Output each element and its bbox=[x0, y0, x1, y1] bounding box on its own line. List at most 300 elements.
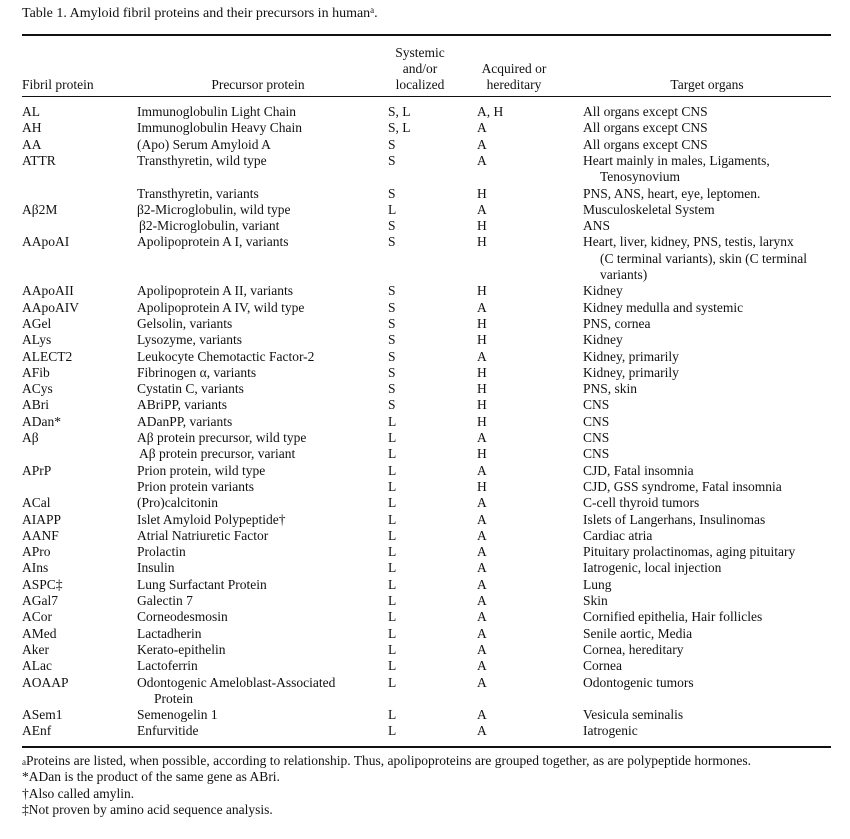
cell-target-organs bbox=[583, 218, 833, 234]
cell-target-organs bbox=[583, 234, 833, 283]
cell-precursor-protein bbox=[137, 234, 369, 250]
cell-acquired-hereditary: H bbox=[477, 315, 487, 331]
cell-acquired-hereditary: A bbox=[477, 348, 487, 364]
cell-precursor-line: Prion protein variants bbox=[137, 478, 254, 494]
cell-acquired-hereditary: A bbox=[477, 707, 487, 723]
cell-systemic-localized: L bbox=[388, 478, 397, 494]
cell-precursor-protein bbox=[137, 642, 369, 658]
cell-precursor-protein bbox=[137, 186, 369, 202]
cell-target-line: Cornea bbox=[583, 658, 622, 674]
table-row bbox=[22, 642, 831, 658]
cell-fibril-protein: ACal bbox=[22, 495, 51, 511]
cell-target-line: CNS bbox=[583, 446, 610, 462]
table-row bbox=[22, 479, 831, 495]
table-row bbox=[22, 381, 831, 397]
cell-acquired-hereditary: H bbox=[477, 185, 487, 201]
cell-precursor-protein bbox=[137, 577, 369, 593]
cell-fibril-protein: APrP bbox=[22, 462, 52, 478]
cell-target-line: Heart, liver, kidney, PNS, testis, larynx bbox=[583, 234, 794, 250]
footnote-star: *ADan is the product of the same gene as ABri. bbox=[22, 769, 280, 785]
cell-systemic-localized: L bbox=[388, 527, 397, 543]
cell-precursor-protein bbox=[137, 365, 369, 381]
cell-target-line: Iatrogenic, local injection bbox=[583, 560, 722, 576]
cell-systemic-localized: L bbox=[388, 723, 397, 739]
cell-precursor-protein bbox=[137, 544, 369, 560]
cell-target-organs bbox=[583, 544, 833, 560]
cell-acquired-hereditary: A bbox=[477, 723, 487, 739]
cell-fibril-protein: AOAAP bbox=[22, 674, 69, 690]
cell-precursor-line: (Pro)calcitonin bbox=[137, 495, 218, 511]
cell-fibril-protein: ADan* bbox=[22, 413, 61, 429]
cell-target-organs bbox=[583, 316, 833, 332]
table-row bbox=[22, 430, 831, 446]
cell-target-organs bbox=[583, 446, 833, 462]
cell-target-line: Odontogenic tumors bbox=[583, 674, 694, 690]
cell-acquired-hereditary: A bbox=[477, 299, 487, 315]
cell-acquired-hereditary: A bbox=[477, 576, 487, 592]
cell-acquired-hereditary: A bbox=[477, 544, 487, 560]
cell-precursor-protein bbox=[137, 723, 369, 739]
cell-fibril-protein: AA bbox=[22, 136, 42, 152]
table-row bbox=[22, 544, 831, 560]
cell-fibril-protein: ALac bbox=[22, 658, 52, 674]
table-row bbox=[22, 332, 831, 348]
cell-fibril-protein: Aβ2M bbox=[22, 201, 58, 217]
cell-precursor-line: Immunoglobulin Heavy Chain bbox=[137, 120, 302, 136]
cell-precursor-protein bbox=[137, 593, 369, 609]
cell-fibril-protein: AANF bbox=[22, 527, 59, 543]
cell-precursor-protein bbox=[137, 202, 369, 218]
table-row bbox=[22, 446, 831, 462]
cell-target-organs bbox=[583, 365, 833, 381]
cell-systemic-localized: L bbox=[388, 625, 397, 641]
cell-precursor-line: Insulin bbox=[137, 560, 175, 576]
cell-target-line: CJD, GSS syndrome, Fatal insomnia bbox=[583, 478, 782, 494]
caption-label: Table 1. Amyloid fibril proteins and their precursors in human bbox=[22, 6, 371, 21]
cell-precursor-line: Lysozyme, variants bbox=[137, 332, 242, 348]
table-row bbox=[22, 120, 831, 136]
table-row bbox=[22, 218, 831, 234]
cell-fibril-protein: ABri bbox=[22, 397, 49, 413]
cell-fibril-protein: ALECT2 bbox=[22, 348, 73, 364]
cell-target-organs bbox=[583, 512, 833, 528]
cell-acquired-hereditary: H bbox=[477, 234, 487, 250]
cell-precursor-protein bbox=[137, 658, 369, 674]
cell-precursor-protein bbox=[137, 349, 369, 365]
table-row bbox=[22, 234, 831, 283]
cell-target-line: ANS bbox=[583, 218, 611, 234]
cell-systemic-localized: S bbox=[388, 332, 396, 348]
cell-precursor-line: (Apo) Serum Amyloid A bbox=[137, 136, 271, 152]
cell-target-line: Kidney medulla and systemic bbox=[583, 299, 744, 315]
cell-precursor-line: Lung Surfactant Protein bbox=[137, 576, 267, 592]
cell-target-line: Tenosynovium bbox=[600, 169, 681, 185]
cell-precursor-protein bbox=[137, 626, 369, 642]
cell-precursor-protein bbox=[137, 609, 369, 625]
cell-acquired-hereditary: A bbox=[477, 152, 487, 168]
cell-precursor-protein bbox=[137, 512, 369, 528]
cell-precursor-protein bbox=[137, 675, 369, 708]
table-row bbox=[22, 186, 831, 202]
cell-fibril-protein: AGel bbox=[22, 315, 52, 331]
cell-systemic-localized: S bbox=[388, 381, 396, 397]
cell-precursor-protein bbox=[137, 495, 369, 511]
cell-acquired-hereditary: H bbox=[477, 413, 487, 429]
cell-fibril-protein: AL bbox=[22, 104, 40, 119]
cell-fibril-protein: AApoAIV bbox=[22, 299, 79, 315]
cell-systemic-localized: S bbox=[388, 136, 396, 152]
header-acquired-line: Acquired or bbox=[481, 61, 547, 76]
cell-systemic-localized: L bbox=[388, 413, 397, 429]
cell-precursor-line: Transthyretin, wild type bbox=[137, 152, 267, 168]
header-target-organs: Target organs bbox=[670, 77, 744, 92]
header-fibril-protein: Fibril protein bbox=[22, 77, 94, 92]
cell-target-organs bbox=[583, 642, 833, 658]
cell-precursor-line: Odontogenic Ameloblast-Associated bbox=[137, 674, 336, 690]
cell-target-line: Skin bbox=[583, 593, 608, 608]
cell-systemic-localized: L bbox=[388, 560, 397, 576]
cell-target-organs bbox=[583, 463, 833, 479]
cell-target-line: CNS bbox=[583, 430, 610, 445]
table-row bbox=[22, 463, 831, 479]
cell-target-organs bbox=[583, 202, 833, 218]
cell-acquired-hereditary: A bbox=[477, 462, 487, 478]
table-row bbox=[22, 349, 831, 365]
cell-systemic-localized: L bbox=[388, 707, 397, 723]
cell-fibril-protein: ACor bbox=[22, 609, 52, 625]
cell-target-organs bbox=[583, 609, 833, 625]
cell-systemic-localized: S bbox=[388, 152, 396, 168]
cell-target-line: Heart mainly in males, Ligaments, bbox=[583, 152, 770, 168]
table-caption bbox=[22, 4, 378, 24]
cell-target-line: CNS bbox=[583, 413, 610, 429]
cell-precursor-protein bbox=[137, 397, 369, 413]
cell-target-line: All organs except CNS bbox=[583, 120, 708, 136]
cell-systemic-localized: S bbox=[388, 283, 396, 299]
cell-acquired-hereditary: A bbox=[477, 201, 487, 217]
table-footnotes bbox=[22, 753, 837, 818]
cell-systemic-localized: S, L bbox=[388, 104, 411, 119]
caption-period: . bbox=[374, 6, 378, 21]
table-row bbox=[22, 283, 831, 299]
cell-precursor-line: Lactadherin bbox=[137, 625, 202, 641]
cell-systemic-localized: S bbox=[388, 397, 396, 413]
cell-precursor-protein bbox=[137, 153, 369, 169]
cell-target-line: (C terminal variants), skin (C terminal bbox=[600, 250, 807, 266]
cell-target-organs bbox=[583, 430, 833, 446]
cell-target-organs bbox=[583, 186, 833, 202]
cell-acquired-hereditary: A bbox=[477, 120, 487, 136]
cell-target-line: Iatrogenic bbox=[583, 723, 638, 739]
cell-fibril-protein: ACys bbox=[22, 381, 53, 397]
table-row bbox=[22, 397, 831, 413]
cell-precursor-protein bbox=[137, 414, 369, 430]
cell-target-line: Kidney, primarily bbox=[583, 348, 679, 364]
cell-precursor-line: Transthyretin, variants bbox=[137, 185, 259, 201]
cell-precursor-protein bbox=[137, 332, 369, 348]
cell-acquired-hereditary: A, H bbox=[477, 104, 504, 119]
cell-precursor-line: Prion protein, wild type bbox=[137, 462, 266, 478]
header-systemic-localized bbox=[380, 45, 460, 93]
table-top-rule bbox=[22, 34, 831, 36]
cell-systemic-localized: S bbox=[388, 299, 396, 315]
footnote-double-dagger: ‡Not proven by amino acid sequence analysis. bbox=[22, 801, 273, 817]
cell-precursor-line: Leukocyte Chemotactic Factor-2 bbox=[137, 348, 315, 364]
header-precursor-protein: Precursor protein bbox=[211, 77, 305, 92]
cell-precursor-protein bbox=[137, 120, 369, 136]
cell-precursor-protein bbox=[137, 528, 369, 544]
footnote-a bbox=[22, 753, 837, 769]
table-row bbox=[22, 300, 831, 316]
cell-systemic-localized: S bbox=[388, 185, 396, 201]
cell-precursor-line: Prolactin bbox=[137, 544, 186, 560]
cell-target-line: All organs except CNS bbox=[583, 136, 708, 152]
cell-target-organs bbox=[583, 137, 833, 153]
cell-fibril-protein: ASem1 bbox=[22, 707, 63, 723]
table-row bbox=[22, 593, 831, 609]
cell-systemic-localized: L bbox=[388, 641, 397, 657]
cell-systemic-localized: S bbox=[388, 234, 396, 250]
cell-target-line: Musculoskeletal System bbox=[583, 201, 715, 217]
cell-acquired-hereditary: A bbox=[477, 625, 487, 641]
caption-footnote-marker: a bbox=[370, 5, 375, 15]
cell-fibril-protein: AEnf bbox=[22, 723, 52, 739]
cell-acquired-hereditary: A bbox=[477, 674, 487, 690]
cell-acquired-hereditary: A bbox=[477, 527, 487, 543]
table-header-rule bbox=[22, 96, 831, 97]
cell-acquired-hereditary: A bbox=[477, 641, 487, 657]
cell-precursor-line: Semenogelin 1 bbox=[137, 707, 218, 723]
cell-precursor-line: ABriPP, variants bbox=[137, 397, 228, 413]
table-row bbox=[22, 528, 831, 544]
cell-systemic-localized: L bbox=[388, 430, 397, 445]
cell-target-organs bbox=[583, 104, 833, 120]
table-row bbox=[22, 104, 831, 120]
cell-target-organs bbox=[583, 479, 833, 495]
cell-target-line: Lung bbox=[583, 576, 612, 592]
cell-precursor-protein bbox=[137, 479, 369, 495]
cell-target-organs bbox=[583, 153, 833, 186]
cell-acquired-hereditary: H bbox=[477, 446, 487, 462]
cell-target-line: All organs except CNS bbox=[583, 104, 708, 119]
table-row bbox=[22, 609, 831, 625]
cell-precursor-line: Enfurvitide bbox=[137, 723, 199, 739]
cell-target-line: Cornea, hereditary bbox=[583, 641, 684, 657]
table-row bbox=[22, 414, 831, 430]
table-row bbox=[22, 658, 831, 674]
cell-precursor-line: Kerato-epithelin bbox=[137, 641, 226, 657]
header-acquired-line: hereditary bbox=[486, 77, 542, 92]
cell-acquired-hereditary: H bbox=[477, 478, 487, 494]
cell-precursor-protein bbox=[137, 300, 369, 316]
cell-precursor-line: ADanPP, variants bbox=[137, 413, 233, 429]
cell-fibril-protein: ASPC‡ bbox=[22, 576, 63, 592]
cell-target-line: Senile aortic, Media bbox=[583, 625, 693, 641]
cell-target-organs bbox=[583, 414, 833, 430]
cell-target-line: Cornified epithelia, Hair follicles bbox=[583, 609, 763, 625]
cell-target-line: PNS, ANS, heart, eye, leptomen. bbox=[583, 185, 761, 201]
cell-precursor-line: Cystatin C, variants bbox=[137, 381, 244, 397]
cell-systemic-localized: S, L bbox=[388, 120, 411, 136]
header-systemic-line: localized bbox=[395, 77, 445, 92]
cell-target-organs bbox=[583, 723, 833, 739]
cell-acquired-hereditary: H bbox=[477, 283, 487, 299]
cell-precursor-protein bbox=[137, 560, 369, 576]
cell-target-line: Cardiac atria bbox=[583, 527, 653, 543]
header-systemic-line: and/or bbox=[402, 61, 438, 76]
cell-target-line: Kidney bbox=[583, 283, 623, 299]
cell-target-organs bbox=[583, 495, 833, 511]
cell-precursor-protein bbox=[137, 430, 369, 446]
cell-fibril-protein: Aker bbox=[22, 641, 49, 657]
cell-precursor-line: Galectin 7 bbox=[137, 593, 193, 608]
cell-fibril-protein: AApoAI bbox=[22, 234, 70, 250]
table-bottom-rule bbox=[22, 746, 831, 748]
table-row bbox=[22, 512, 831, 528]
cell-target-line: Kidney bbox=[583, 332, 623, 348]
cell-precursor-line: Gelsolin, variants bbox=[137, 315, 233, 331]
table-row bbox=[22, 707, 831, 723]
cell-fibril-protein: ALys bbox=[22, 332, 52, 348]
cell-target-line: CJD, Fatal insomnia bbox=[583, 462, 694, 478]
cell-target-organs bbox=[583, 593, 833, 609]
table-row bbox=[22, 365, 831, 381]
cell-systemic-localized: L bbox=[388, 462, 397, 478]
cell-target-organs bbox=[583, 626, 833, 642]
cell-fibril-protein: AH bbox=[22, 120, 42, 136]
cell-target-organs bbox=[583, 349, 833, 365]
cell-target-organs bbox=[583, 300, 833, 316]
cell-target-organs bbox=[583, 707, 833, 723]
cell-systemic-localized: L bbox=[388, 511, 397, 527]
cell-systemic-localized: S bbox=[388, 348, 396, 364]
cell-fibril-protein: AIAPP bbox=[22, 511, 62, 527]
cell-systemic-localized: L bbox=[388, 609, 397, 625]
header-acquired-hereditary bbox=[468, 61, 560, 93]
cell-target-organs bbox=[583, 381, 833, 397]
cell-precursor-line: β2-Microglobulin, wild type bbox=[137, 201, 291, 217]
cell-target-organs bbox=[583, 120, 833, 136]
cell-precursor-line: Corneodesmosin bbox=[137, 609, 228, 625]
cell-precursor-protein bbox=[137, 316, 369, 332]
cell-precursor-protein bbox=[137, 137, 369, 153]
footnote-a-text: Proteins are listed, when possible, according to relationship. Thus, apolipoproteins are grouped together, as are polypeptide hormones. bbox=[26, 753, 752, 768]
cell-acquired-hereditary: H bbox=[477, 397, 487, 413]
cell-target-line: PNS, skin bbox=[583, 381, 638, 397]
cell-acquired-hereditary: A bbox=[477, 136, 487, 152]
cell-target-organs bbox=[583, 560, 833, 576]
table-row bbox=[22, 723, 831, 739]
table-row bbox=[22, 560, 831, 576]
cell-target-organs bbox=[583, 658, 833, 674]
cell-precursor-protein bbox=[137, 707, 369, 723]
cell-systemic-localized: L bbox=[388, 576, 397, 592]
cell-target-organs bbox=[583, 283, 833, 299]
table-row bbox=[22, 153, 831, 186]
cell-target-organs bbox=[583, 577, 833, 593]
cell-acquired-hereditary: A bbox=[477, 430, 487, 445]
table-row bbox=[22, 577, 831, 593]
cell-precursor-line: Atrial Natriuretic Factor bbox=[137, 527, 269, 543]
cell-target-organs bbox=[583, 675, 833, 691]
cell-acquired-hereditary: A bbox=[477, 560, 487, 576]
cell-systemic-localized: L bbox=[388, 446, 397, 462]
cell-systemic-localized: L bbox=[388, 495, 397, 511]
cell-precursor-line: Aβ protein precursor, wild type bbox=[137, 430, 307, 445]
cell-target-line: CNS bbox=[583, 397, 610, 413]
cell-fibril-protein: AMed bbox=[22, 625, 57, 641]
cell-target-organs bbox=[583, 397, 833, 413]
cell-systemic-localized: S bbox=[388, 364, 396, 380]
cell-precursor-protein bbox=[137, 463, 369, 479]
cell-systemic-localized: L bbox=[388, 658, 397, 674]
cell-precursor-protein bbox=[137, 446, 371, 462]
cell-precursor-protein bbox=[137, 381, 369, 397]
cell-acquired-hereditary: H bbox=[477, 364, 487, 380]
cell-precursor-line: Immunoglobulin Light Chain bbox=[137, 104, 296, 119]
cell-fibril-protein: AApoAII bbox=[22, 283, 74, 299]
cell-systemic-localized: S bbox=[388, 218, 396, 234]
footnote-a-marker: a bbox=[22, 757, 26, 767]
table-row bbox=[22, 495, 831, 511]
cell-acquired-hereditary: A bbox=[477, 658, 487, 674]
cell-systemic-localized: L bbox=[388, 544, 397, 560]
table-row bbox=[22, 316, 831, 332]
cell-systemic-localized: L bbox=[388, 674, 397, 690]
cell-target-line: C-cell thyroid tumors bbox=[583, 495, 700, 511]
cell-acquired-hereditary: H bbox=[477, 381, 487, 397]
cell-target-line: Vesicula seminalis bbox=[583, 707, 684, 723]
cell-target-line: PNS, cornea bbox=[583, 315, 651, 331]
cell-target-line: variants) bbox=[600, 266, 648, 282]
cell-precursor-line: Islet Amyloid Polypeptide† bbox=[137, 511, 286, 527]
cell-target-line: Kidney, primarily bbox=[583, 364, 679, 380]
cell-systemic-localized: S bbox=[388, 315, 396, 331]
cell-precursor-protein bbox=[137, 283, 369, 299]
cell-systemic-localized: L bbox=[388, 201, 397, 217]
cell-target-line: Islets of Langerhans, Insulinomas bbox=[583, 511, 766, 527]
header-systemic-line: Systemic bbox=[395, 45, 445, 60]
cell-precursor-line: Lactoferrin bbox=[137, 658, 198, 674]
cell-acquired-hereditary: A bbox=[477, 609, 487, 625]
cell-precursor-protein bbox=[137, 104, 369, 120]
table-row bbox=[22, 626, 831, 642]
cell-acquired-hereditary: H bbox=[477, 218, 487, 234]
cell-fibril-protein: APro bbox=[22, 544, 51, 560]
table-row bbox=[22, 137, 831, 153]
cell-precursor-line: Protein bbox=[154, 690, 193, 706]
cell-precursor-line: Apolipoprotein A I, variants bbox=[137, 234, 289, 250]
cell-fibril-protein: ATTR bbox=[22, 152, 56, 168]
cell-acquired-hereditary: A bbox=[477, 593, 487, 608]
cell-precursor-line: Apolipoprotein A II, variants bbox=[137, 283, 293, 299]
cell-precursor-line: Aβ protein precursor, variant bbox=[139, 446, 296, 462]
table-row bbox=[22, 202, 831, 218]
cell-target-organs bbox=[583, 528, 833, 544]
cell-fibril-protein: AGal7 bbox=[22, 593, 58, 608]
footnote-dagger: †Also called amylin. bbox=[22, 785, 135, 801]
cell-fibril-protein: AIns bbox=[22, 560, 49, 576]
cell-target-organs bbox=[583, 332, 833, 348]
cell-systemic-localized: L bbox=[388, 593, 397, 608]
cell-fibril-protein: AFib bbox=[22, 364, 50, 380]
cell-acquired-hereditary: H bbox=[477, 332, 487, 348]
cell-precursor-line: Apolipoprotein A IV, wild type bbox=[137, 299, 305, 315]
cell-acquired-hereditary: A bbox=[477, 495, 487, 511]
cell-target-line: Pituitary prolactinomas, aging pituitary bbox=[583, 544, 796, 560]
cell-precursor-line: Fibrinogen α, variants bbox=[137, 364, 257, 380]
cell-fibril-protein: Aβ bbox=[22, 430, 39, 445]
